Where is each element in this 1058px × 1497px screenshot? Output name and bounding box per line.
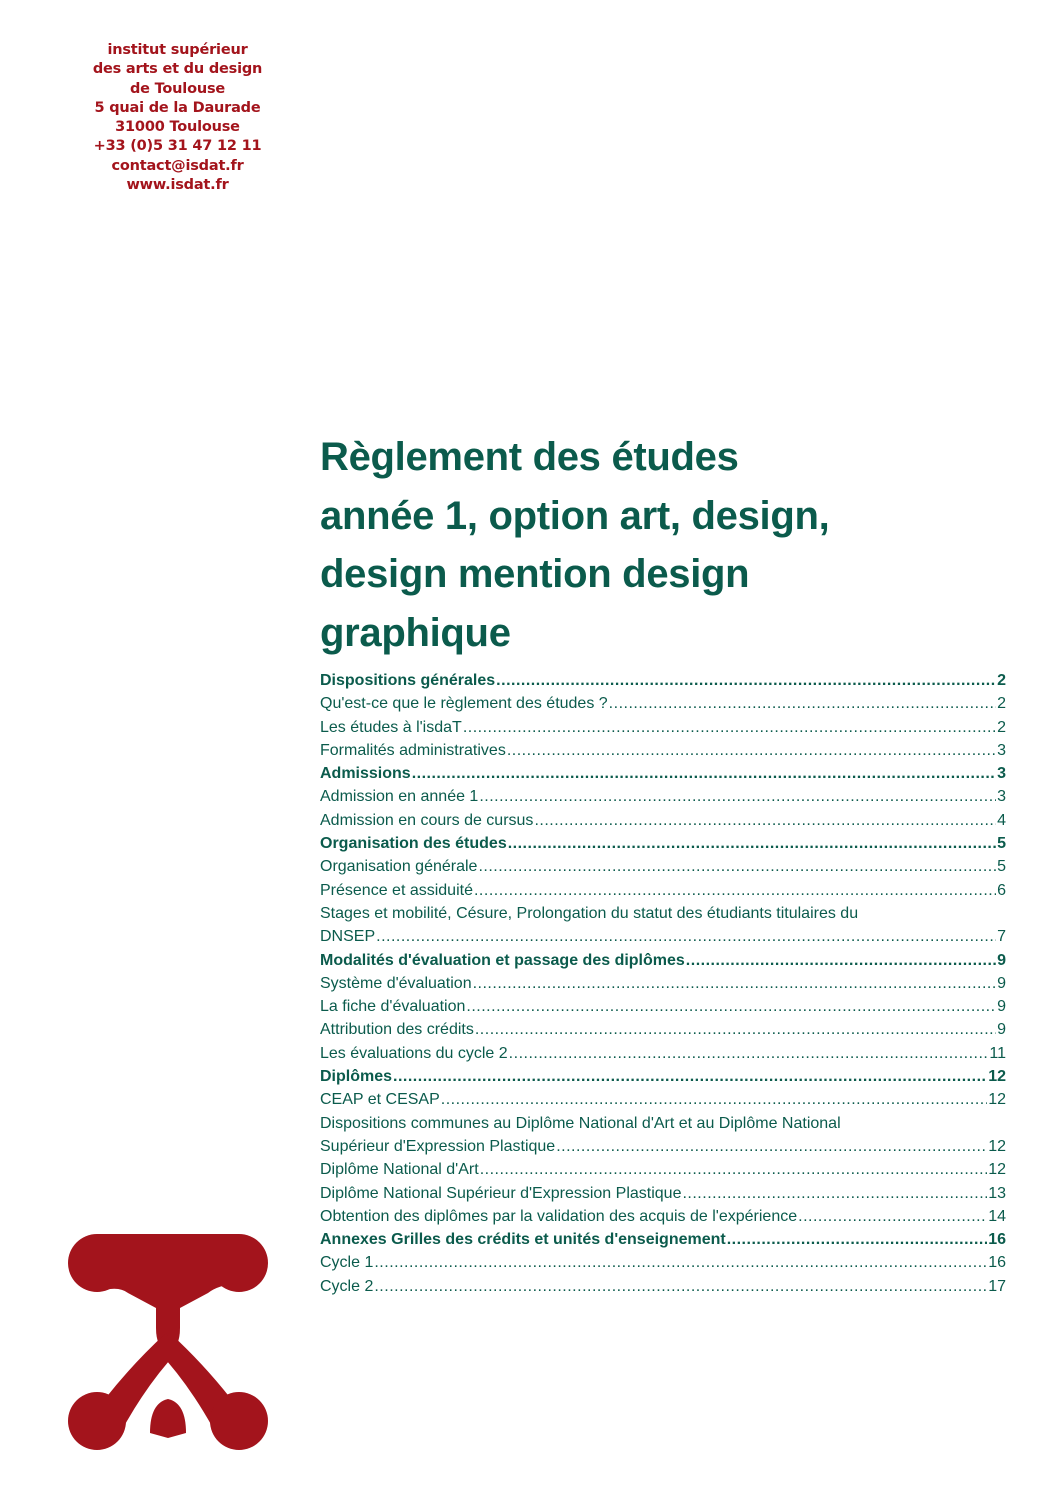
address-line: des arts et du design bbox=[92, 61, 263, 78]
toc-page-number: 3 bbox=[997, 788, 1006, 806]
title-line: design mention design bbox=[320, 552, 750, 596]
toc-leader-dots bbox=[474, 879, 996, 902]
toc-entry-label: Dispositions générales bbox=[320, 672, 496, 689]
toc-page-number: 2 bbox=[997, 718, 1006, 736]
toc-entry-label: Cycle 2 bbox=[320, 1277, 374, 1295]
toc-page-number: 3 bbox=[997, 741, 1006, 759]
toc-entry[interactable] bbox=[320, 879, 1006, 902]
toc-entry-label: Présence et assiduité bbox=[320, 881, 473, 899]
toc-page-number: 2 bbox=[997, 672, 1006, 689]
toc-entry-label: Obtention des diplômes par la validation des acquis de l'expérience bbox=[320, 1207, 798, 1225]
toc-entry[interactable] bbox=[320, 995, 1006, 1018]
toc-page-number: 2 bbox=[997, 695, 1006, 713]
toc-entry[interactable] bbox=[320, 1135, 1006, 1158]
toc-entry-label: Modalités d'évaluation et passage des diplômes bbox=[320, 951, 685, 969]
toc-page-number: 13 bbox=[988, 1184, 1006, 1202]
toc-page-number: 5 bbox=[997, 858, 1006, 876]
address-line: 5 quai de la Daurade bbox=[94, 99, 261, 116]
toc-section-entry[interactable] bbox=[320, 669, 1006, 692]
toc-leader-dots bbox=[441, 1088, 987, 1111]
toc-entry[interactable] bbox=[320, 1042, 1006, 1065]
title-line: graphique bbox=[320, 610, 511, 655]
address-line: 31000 Toulouse bbox=[115, 119, 240, 136]
toc-entry[interactable] bbox=[320, 1158, 1006, 1181]
toc-entry[interactable] bbox=[320, 925, 1006, 948]
toc-page-number: 14 bbox=[988, 1207, 1006, 1225]
toc-entry[interactable] bbox=[320, 1018, 1006, 1041]
toc-entry[interactable] bbox=[320, 692, 1006, 715]
toc-entry[interactable] bbox=[320, 1182, 1006, 1205]
toc-entry-label: Formalités administratives bbox=[320, 741, 506, 759]
toc-leader-dots bbox=[473, 972, 997, 995]
toc-entry-label: DNSEP bbox=[320, 928, 376, 946]
toc-page-number: 17 bbox=[988, 1277, 1006, 1295]
toc-entry-label: CEAP et CESAP bbox=[320, 1091, 440, 1109]
toc-page-number: 9 bbox=[997, 1021, 1006, 1039]
toc-leader-dots bbox=[412, 762, 996, 785]
toc-page-number: 5 bbox=[997, 835, 1006, 853]
toc-entry-label: Annexes Grilles des crédits et unités d'enseignement bbox=[320, 1231, 726, 1249]
toc-leader-dots bbox=[556, 1135, 987, 1158]
toc-leader-dots bbox=[682, 1182, 987, 1205]
toc-leader-dots bbox=[480, 1158, 988, 1181]
toc-leader-dots bbox=[466, 995, 996, 1018]
title-line: année 1, option art, design, bbox=[320, 493, 830, 538]
toc-entry-label: Diplôme National d'Art bbox=[320, 1161, 479, 1179]
institution-address bbox=[60, 41, 295, 195]
toc-entry[interactable] bbox=[320, 1275, 1006, 1298]
website-url: www.isdat.fr bbox=[126, 177, 229, 194]
address-line: institut supérieur bbox=[107, 42, 248, 58]
address-line: de Toulouse bbox=[129, 80, 226, 97]
toc-entry-label: Organisation des études bbox=[320, 835, 507, 853]
toc-leader-dots bbox=[478, 855, 996, 878]
toc-leader-dots bbox=[393, 1065, 987, 1088]
toc-entry-label-line: Stages et mobilité, Césure, Prolongation du statut des étudiants titulaires du bbox=[320, 904, 859, 922]
toc-page-number: 12 bbox=[988, 1161, 1006, 1179]
toc-leader-dots bbox=[475, 1018, 996, 1041]
toc-leader-dots bbox=[609, 692, 996, 715]
toc-entry[interactable] bbox=[320, 785, 1006, 808]
toc-page-number: 16 bbox=[988, 1254, 1006, 1272]
toc-entry-label-line: Dispositions communes au Diplôme National d'Art et au Diplôme National bbox=[320, 1114, 841, 1132]
toc-leader-dots bbox=[463, 716, 996, 739]
email-address: contact@isdat.fr bbox=[111, 157, 244, 174]
toc-section-entry[interactable] bbox=[320, 949, 1006, 972]
toc-entry-label: Admission en cours de cursus bbox=[320, 811, 534, 829]
toc-page-number: 9 bbox=[997, 998, 1006, 1016]
toc-leader-dots bbox=[479, 785, 996, 808]
toc-entry[interactable] bbox=[320, 1251, 1006, 1274]
toc-section-entry[interactable] bbox=[320, 762, 1006, 785]
toc-leader-dots bbox=[727, 1228, 987, 1251]
toc-page-number: 16 bbox=[988, 1231, 1006, 1249]
toc-leader-dots bbox=[509, 1042, 989, 1065]
toc-page-number: 3 bbox=[997, 765, 1006, 783]
toc-page-number: 11 bbox=[989, 1044, 1006, 1062]
toc-entry[interactable] bbox=[320, 855, 1006, 878]
toc-entry-label: Diplômes bbox=[320, 1068, 393, 1086]
toc-page-number: 12 bbox=[988, 1137, 1006, 1155]
toc-leader-dots bbox=[686, 949, 996, 972]
toc-page-number: 7 bbox=[997, 928, 1006, 946]
toc-entry-label: Les études à l'isdaT bbox=[320, 718, 462, 736]
phone-number: +33 (0)5 31 47 12 11 bbox=[93, 138, 262, 155]
toc-entry[interactable] bbox=[320, 1205, 1006, 1228]
toc-leader-dots bbox=[374, 1251, 987, 1274]
toc-entry-label: Système d'évaluation bbox=[320, 974, 472, 992]
toc-leader-dots bbox=[534, 809, 996, 832]
toc-entry-label: Organisation générale bbox=[320, 858, 478, 876]
toc-entry-label: Diplôme National Supérieur d'Expression Plastique bbox=[320, 1184, 682, 1202]
toc-section-entry[interactable] bbox=[320, 832, 1006, 855]
toc-page-number: 9 bbox=[997, 974, 1006, 992]
toc-page-number: 12 bbox=[988, 1068, 1006, 1086]
toc-entry-label: Cycle 1 bbox=[320, 1254, 374, 1272]
toc-page-number: 4 bbox=[997, 811, 1006, 829]
toc-entry-label: Supérieur d'Expression Plastique bbox=[320, 1137, 556, 1155]
document-title bbox=[320, 428, 1020, 662]
title-line: Règlement des études bbox=[320, 435, 739, 479]
toc-leader-dots bbox=[507, 739, 996, 762]
toc-entry[interactable] bbox=[320, 1088, 1006, 1111]
toc-entry-label: Qu'est-ce que le règlement des études ? bbox=[320, 695, 608, 713]
toc-leader-dots bbox=[376, 925, 996, 948]
toc-entry[interactable] bbox=[320, 972, 1006, 995]
toc-page-number: 12 bbox=[988, 1091, 1006, 1109]
toc-entry-label: Les évaluations du cycle 2 bbox=[320, 1044, 508, 1062]
toc-entry[interactable] bbox=[320, 809, 1006, 832]
toc-entry-label: Attribution des crédits bbox=[320, 1021, 474, 1039]
toc-leader-dots bbox=[798, 1205, 987, 1228]
table-of-contents bbox=[320, 669, 1006, 1298]
toc-entry-label: Admission en année 1 bbox=[320, 788, 479, 806]
toc-leader-dots bbox=[496, 669, 996, 692]
toc-page-number: 9 bbox=[997, 951, 1006, 969]
toc-leader-dots bbox=[508, 832, 996, 855]
toc-entry-label: Admissions bbox=[320, 765, 411, 783]
toc-page-number: 6 bbox=[997, 881, 1006, 899]
toc-entry[interactable] bbox=[320, 716, 1006, 739]
toc-section-entry[interactable] bbox=[320, 1228, 1006, 1251]
toc-entry[interactable] bbox=[320, 739, 1006, 762]
toc-leader-dots bbox=[374, 1275, 987, 1298]
toc-entry-label: La fiche d'évaluation bbox=[320, 998, 466, 1016]
toc-section-entry[interactable] bbox=[320, 1065, 1006, 1088]
isdat-logo-icon bbox=[68, 1233, 268, 1451]
